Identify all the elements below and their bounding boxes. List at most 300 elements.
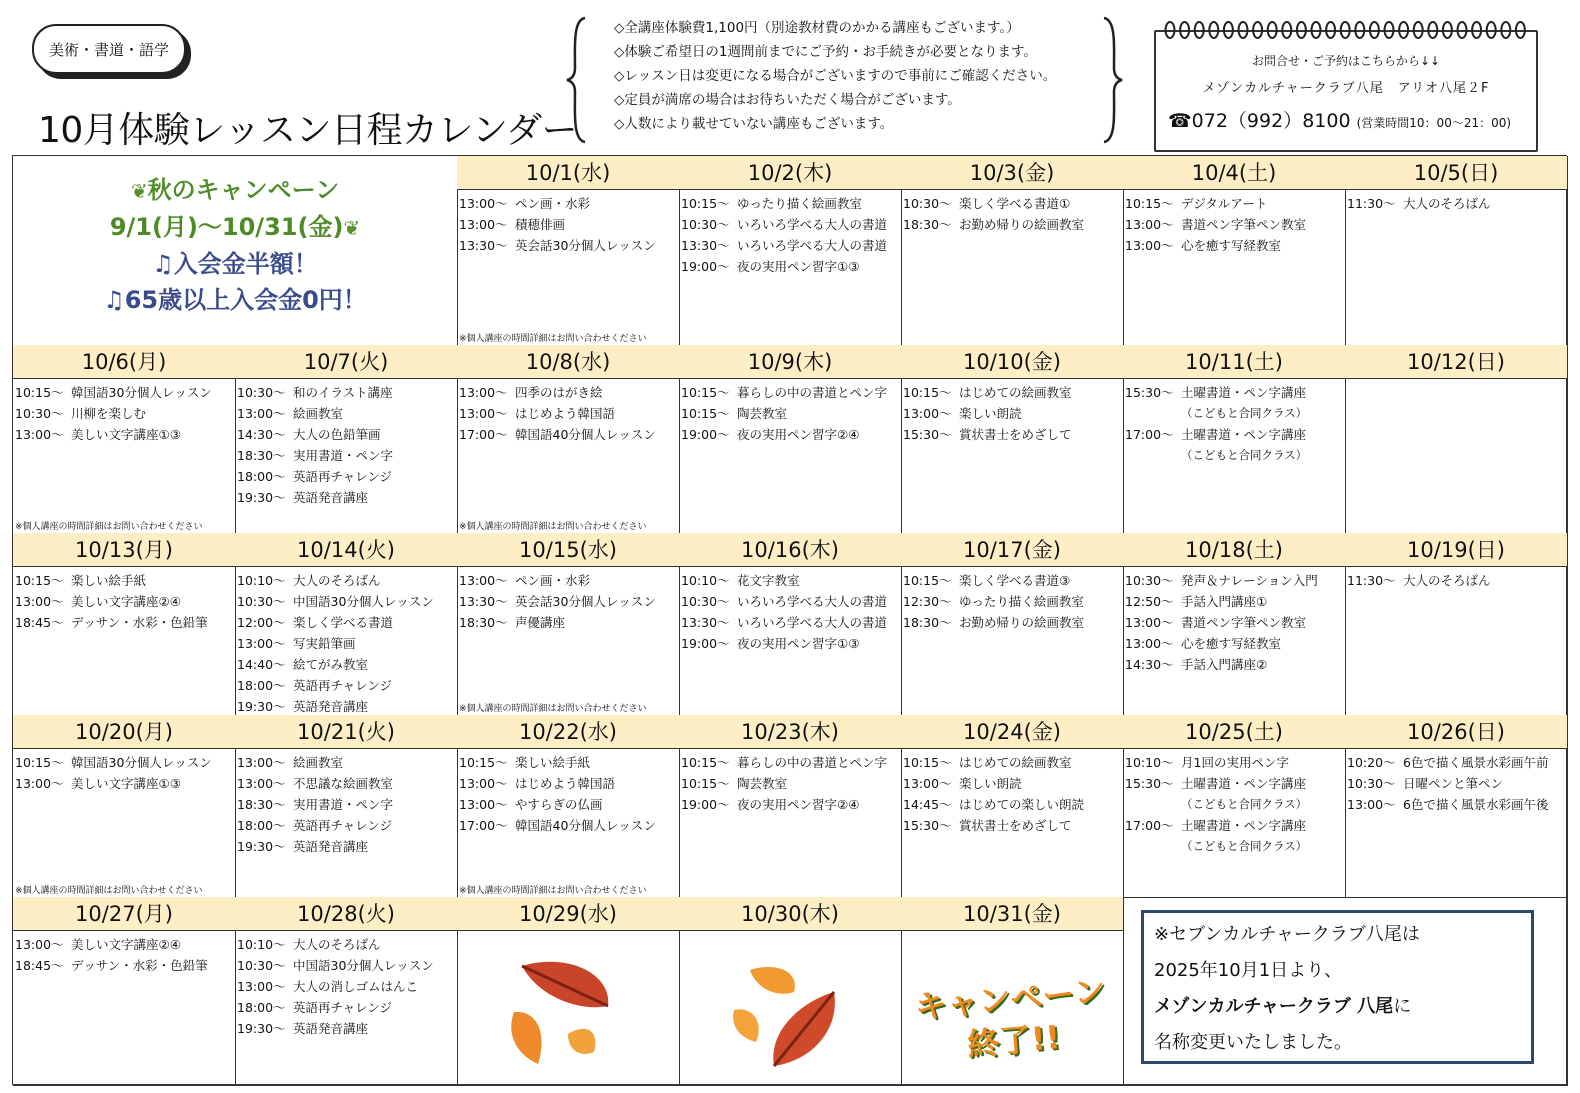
event-item	[235, 934, 457, 955]
event-time: 15:30～	[903, 427, 952, 442]
event-item	[235, 570, 457, 591]
event-item	[1123, 773, 1345, 794]
event-list	[1123, 749, 1345, 857]
event-item	[457, 382, 679, 403]
event-title: （こどもと合同クラス）	[1181, 448, 1308, 462]
contact-box	[1154, 30, 1538, 152]
event-time: 10:15～	[681, 406, 730, 421]
event-time: 18:00～	[237, 678, 286, 693]
day-cell	[1123, 156, 1346, 346]
event-time: 15:30～	[1125, 385, 1174, 400]
event-time: 10:15～	[903, 755, 952, 770]
event-list	[1345, 190, 1567, 214]
event-time: 14:30～	[237, 427, 286, 442]
rename-line: ※セブンカルチャークラブ八尾は	[1154, 924, 1420, 945]
event-list	[13, 931, 235, 976]
event-title: 賞状書士をめざして	[959, 818, 1072, 833]
day-header: 10/3(金)	[901, 156, 1123, 190]
day-cell	[679, 715, 902, 898]
event-time: 13:30～	[459, 238, 508, 253]
event-item	[13, 570, 235, 591]
day-header: 10/10(金)	[901, 345, 1123, 379]
event-list	[235, 749, 457, 857]
event-title: 韓国語30分個人レッスン	[71, 385, 212, 400]
event-time: 18:00～	[237, 469, 286, 484]
event-title: 大人のそろばん	[1403, 573, 1491, 588]
day-cell	[1345, 156, 1568, 346]
event-item	[1123, 214, 1345, 235]
contact-hours: (営業時間10：00～21：00)	[1356, 116, 1512, 130]
day-header: 10/20(月)	[13, 715, 235, 749]
event-item	[235, 633, 457, 654]
event-time: 19:30～	[237, 699, 286, 714]
event-title: 中国語30分個人レッスン	[293, 594, 434, 609]
event-item	[1123, 633, 1345, 654]
day-cell	[13, 715, 236, 898]
event-time: 14:30～	[1125, 657, 1174, 672]
event-item	[1123, 794, 1345, 815]
event-time: 10:30～	[681, 217, 730, 232]
event-title: 花文字教室	[737, 573, 800, 588]
event-title: いろいろ学べる大人の書道	[737, 594, 888, 609]
event-item	[1123, 445, 1345, 466]
event-item	[13, 612, 235, 633]
day-cell	[457, 345, 680, 534]
event-list	[679, 379, 901, 445]
event-time: 14:40～	[237, 657, 286, 672]
event-item	[235, 1018, 457, 1039]
event-time: 13:00～	[903, 776, 952, 791]
event-title: 6色で描く風景水彩画午後	[1403, 797, 1549, 812]
event-title: ペン画・水彩	[515, 196, 591, 211]
day-header: 10/19(日)	[1345, 533, 1567, 567]
event-list	[901, 190, 1123, 235]
event-item	[457, 403, 679, 424]
event-title: 陶芸教室	[737, 776, 788, 791]
event-title: （こどもと合同クラス）	[1181, 797, 1308, 811]
event-title: いろいろ学べる大人の書道	[737, 615, 888, 630]
event-item	[679, 591, 901, 612]
event-item	[457, 591, 679, 612]
event-title: 発声＆ナレーション入門	[1181, 573, 1318, 588]
event-list	[457, 379, 679, 445]
event-title: 韓国語40分個人レッスン	[515, 427, 656, 442]
event-time: 13:00～	[459, 217, 508, 232]
event-time: 17:00～	[1125, 427, 1174, 442]
event-title: 夜の実用ペン習字①③	[737, 636, 860, 651]
event-title: 暮らしの中の書道とペン字	[737, 755, 888, 770]
event-item	[1123, 836, 1345, 857]
event-title: 楽しく学べる書道①	[959, 196, 1071, 211]
note-item: ◇レッスン日は変更になる場合がございますので事前にご確認ください。	[614, 68, 1057, 84]
event-time: 12:00～	[237, 615, 286, 630]
event-time: 18:30～	[237, 448, 286, 463]
event-item	[235, 815, 457, 836]
day-cell	[679, 345, 902, 534]
event-item	[235, 403, 457, 424]
notebook-rings-icon	[1162, 18, 1532, 44]
autumn-leaves-icon	[730, 954, 850, 1074]
event-title: 積穂俳画	[515, 217, 566, 232]
event-list	[679, 931, 901, 934]
event-item	[235, 836, 457, 857]
event-title: 和のイラスト講座	[293, 385, 393, 400]
event-item	[1123, 403, 1345, 424]
day-cell	[679, 156, 902, 346]
day-header: 10/25(土)	[1123, 715, 1345, 749]
event-title: はじめての楽しい朗読	[959, 797, 1085, 812]
event-item	[235, 773, 457, 794]
event-item	[901, 773, 1123, 794]
day-cell	[457, 156, 680, 346]
rename-line: 2025年10月1日より、	[1154, 960, 1343, 981]
event-item	[679, 256, 901, 277]
event-title: ペン画・水彩	[515, 573, 591, 588]
event-list	[1123, 190, 1345, 256]
event-title: 絵画教室	[293, 755, 344, 770]
event-list	[901, 379, 1123, 445]
event-time: 10:30～	[1347, 776, 1396, 791]
event-time: 18:30～	[459, 615, 508, 630]
event-time: 15:30～	[1125, 776, 1174, 791]
event-title: 美しい文字講座①③	[71, 776, 181, 791]
event-title: 書道ペン字筆ペン教室	[1181, 615, 1307, 630]
event-list	[235, 379, 457, 508]
event-title: 夜の実用ペン習字②④	[737, 427, 860, 442]
event-title: 実用書道・ペン字	[293, 448, 394, 463]
event-list	[457, 567, 679, 633]
event-item	[235, 696, 457, 716]
event-time: 15:30～	[903, 818, 952, 833]
contact-address: メゾンカルチャークラブ八尾 アリオ八尾２F	[1202, 81, 1490, 96]
event-title: 英語発音講座	[293, 839, 369, 854]
left-brace-icon	[565, 16, 589, 144]
event-time: 10:15～	[903, 573, 952, 588]
event-time: 13:00～	[459, 196, 508, 211]
event-title: やすらぎの仏画	[515, 797, 603, 812]
event-item	[457, 193, 679, 214]
event-title: 土曜書道・ペン字講座	[1181, 385, 1307, 400]
day-cell	[457, 715, 680, 898]
private-lesson-footnote: ※個人講座の時間詳細はお問い合わせください	[459, 704, 647, 714]
event-item	[1345, 752, 1567, 773]
event-item	[679, 612, 901, 633]
private-lesson-footnote: ※個人講座の時間詳細はお問い合わせください	[15, 522, 203, 532]
event-time: 13:00～	[459, 776, 508, 791]
event-list	[901, 931, 1123, 934]
event-title: 美しい文字講座②④	[71, 594, 181, 609]
event-item	[457, 794, 679, 815]
event-title: 土曜書道・ペン字講座	[1181, 427, 1307, 442]
event-item	[679, 752, 901, 773]
leaf-icon: ❦	[343, 216, 361, 240]
event-item	[235, 654, 457, 675]
event-title: 英会話30分個人レッスン	[515, 594, 656, 609]
event-time: 18:00～	[237, 1000, 286, 1015]
event-item	[679, 794, 901, 815]
event-item	[1123, 193, 1345, 214]
day-header: 10/26(日)	[1345, 715, 1567, 749]
event-item	[13, 773, 235, 794]
event-item	[235, 997, 457, 1018]
event-item	[679, 424, 901, 445]
event-time: 14:45～	[903, 797, 952, 812]
notes-list	[614, 16, 1056, 136]
event-title: はじめての絵画教室	[959, 755, 1072, 770]
event-list	[235, 931, 457, 1039]
day-cell	[13, 897, 236, 1086]
event-item	[457, 752, 679, 773]
event-time: 19:30～	[237, 1021, 286, 1036]
day-header: 10/18(土)	[1123, 533, 1345, 567]
event-time: 13:00～	[15, 937, 64, 952]
event-time: 19:30～	[237, 490, 286, 505]
event-title: 楽しい絵手紙	[71, 573, 147, 588]
event-list	[901, 567, 1123, 633]
event-title: 英語発音講座	[293, 1021, 369, 1036]
event-item	[1123, 654, 1345, 675]
event-item	[235, 612, 457, 633]
event-time: 11:30～	[1347, 573, 1396, 588]
event-title: （こどもと合同クラス）	[1181, 406, 1308, 420]
event-item	[13, 955, 235, 976]
event-time: 19:00～	[681, 427, 730, 442]
event-title: 英語再チャレンジ	[293, 678, 393, 693]
event-item	[13, 934, 235, 955]
event-title: 四季のはがき絵	[515, 385, 603, 400]
day-header: 10/22(水)	[457, 715, 679, 749]
day-header: 10/6(月)	[13, 345, 235, 379]
event-title: 中国語30分個人レッスン	[293, 958, 434, 973]
event-time: 10:15～	[681, 196, 730, 211]
event-title: 不思議な絵画教室	[293, 776, 394, 791]
event-time: 18:30～	[903, 615, 952, 630]
event-item	[13, 752, 235, 773]
event-list	[1123, 379, 1345, 466]
event-item	[1123, 591, 1345, 612]
promo-line: 9/1(月)～10/31(金)❦	[109, 213, 361, 241]
day-header: 10/13(月)	[13, 533, 235, 567]
event-time: 10:30～	[237, 594, 286, 609]
event-title: 楽しい絵手紙	[515, 755, 591, 770]
event-item	[1123, 570, 1345, 591]
day-cell	[901, 897, 1124, 1086]
day-cell	[901, 533, 1124, 716]
event-item	[457, 773, 679, 794]
event-item	[235, 752, 457, 773]
day-header: 10/5(日)	[1345, 156, 1567, 190]
rename-notice	[1141, 910, 1534, 1064]
event-time: 12:30～	[903, 594, 952, 609]
event-item	[235, 466, 457, 487]
event-title: 夜の実用ペン習字①③	[737, 259, 860, 274]
event-item	[235, 955, 457, 976]
event-time: 10:30～	[15, 406, 64, 421]
day-cell	[679, 897, 902, 1086]
event-title: お勤め帰りの絵画教室	[959, 217, 1085, 232]
event-time: 18:00～	[237, 818, 286, 833]
event-list	[457, 749, 679, 836]
day-header: 10/31(金)	[901, 897, 1123, 931]
event-time: 13:00～	[15, 427, 64, 442]
event-time: 18:45～	[15, 958, 64, 973]
event-time: 17:00～	[459, 427, 508, 442]
event-title: 英語再チャレンジ	[293, 818, 393, 833]
event-title: 美しい文字講座②④	[71, 937, 181, 952]
event-item	[679, 193, 901, 214]
event-title: いろいろ学べる大人の書道	[737, 217, 888, 232]
event-title: いろいろ学べる大人の書道	[737, 238, 888, 253]
event-list	[1345, 379, 1567, 382]
event-title: 大人の消しゴムはんこ	[293, 979, 419, 994]
event-time: 13:00～	[237, 776, 286, 791]
event-title: 賞状書士をめざして	[959, 427, 1072, 442]
page-title: 10月体験レッスン日程カレンダー	[38, 110, 578, 151]
day-cell	[13, 533, 236, 716]
day-cell	[1123, 345, 1346, 534]
event-list	[1123, 567, 1345, 675]
event-title: 手話入門講座①	[1181, 594, 1268, 609]
event-item	[1123, 235, 1345, 256]
event-item	[901, 612, 1123, 633]
day-cell	[1123, 715, 1346, 898]
day-header: 10/24(金)	[901, 715, 1123, 749]
event-item	[457, 570, 679, 591]
event-item	[457, 214, 679, 235]
event-title: 英会話30分個人レッスン	[515, 238, 656, 253]
category-badge: 美術・書道・語学	[32, 24, 186, 74]
event-title: 楽しく学べる書道	[293, 615, 394, 630]
event-time: 19:00～	[681, 259, 730, 274]
event-item	[679, 235, 901, 256]
day-cell	[679, 533, 902, 716]
event-title: 実用書道・ペン字	[293, 797, 394, 812]
event-title: 絵てがみ教室	[293, 657, 369, 672]
contact-phone: ☎072（992）8100 (営業時間10：00～21：00)	[1168, 110, 1512, 132]
event-title: 川柳を楽しむ	[71, 406, 147, 421]
event-title: 韓国語30分個人レッスン	[71, 755, 212, 770]
event-list	[13, 567, 235, 633]
event-time: 10:10～	[1125, 755, 1174, 770]
event-time: 12:50～	[1125, 594, 1174, 609]
event-time: 10:30～	[681, 594, 730, 609]
event-title: 陶芸教室	[737, 406, 788, 421]
leaf-icon: ❦	[130, 179, 148, 203]
event-title: 日曜ペンと筆ペン	[1403, 776, 1504, 791]
event-item	[457, 424, 679, 445]
event-list	[457, 190, 679, 256]
day-header: 10/17(金)	[901, 533, 1123, 567]
event-title: 英語発音講座	[293, 699, 369, 714]
day-header: 10/14(火)	[235, 533, 457, 567]
event-item	[679, 633, 901, 654]
event-title: 韓国語40分個人レッスン	[515, 818, 656, 833]
day-header: 10/23(木)	[679, 715, 901, 749]
event-time: 13:30～	[459, 594, 508, 609]
event-time: 10:30～	[237, 385, 286, 400]
day-header: 10/30(木)	[679, 897, 901, 931]
event-item	[235, 382, 457, 403]
rename-line: メゾンカルチャークラブ 八尾に	[1154, 996, 1412, 1017]
note-item: ◇人数により載せていない講座もございます。	[614, 116, 894, 132]
event-title: はじめよう韓国語	[515, 406, 616, 421]
event-item	[901, 214, 1123, 235]
event-time: 18:30～	[237, 797, 286, 812]
day-cell	[235, 533, 458, 716]
day-header: 10/1(水)	[457, 156, 679, 190]
event-time: 10:10～	[681, 573, 730, 588]
event-title: 声優講座	[515, 615, 566, 630]
event-item	[901, 591, 1123, 612]
event-title: 月1回の実用ペン字	[1181, 755, 1289, 770]
event-time: 10:10～	[237, 573, 286, 588]
event-time: 10:30～	[903, 196, 952, 211]
day-header: 10/2(木)	[679, 156, 901, 190]
day-header: 10/29(水)	[457, 897, 679, 931]
event-item	[1345, 570, 1567, 591]
event-list	[235, 567, 457, 716]
campaign-promo	[13, 156, 458, 346]
event-title: 絵画教室	[293, 406, 344, 421]
event-title: 英語発音講座	[293, 490, 369, 505]
event-title: 手話入門講座②	[1181, 657, 1268, 672]
event-time: 13:00～	[459, 406, 508, 421]
day-header: 10/21(火)	[235, 715, 457, 749]
event-title: はじめての絵画教室	[959, 385, 1072, 400]
day-header: 10/8(水)	[457, 345, 679, 379]
event-title: 心を癒す写経教室	[1181, 636, 1282, 651]
day-cell	[457, 533, 680, 716]
event-list	[679, 190, 901, 277]
day-cell	[901, 715, 1124, 898]
private-lesson-footnote: ※個人講座の時間詳細はお問い合わせください	[459, 522, 647, 532]
event-item	[13, 403, 235, 424]
event-time: 18:30～	[903, 217, 952, 232]
event-title: 楽しく学べる書道③	[959, 573, 1071, 588]
event-item	[1123, 752, 1345, 773]
event-item	[1345, 773, 1567, 794]
event-item	[235, 675, 457, 696]
event-title: お勤め帰りの絵画教室	[959, 615, 1085, 630]
event-time: 13:30～	[681, 615, 730, 630]
event-item	[1123, 815, 1345, 836]
event-title: デッサン・水彩・色鉛筆	[71, 615, 208, 630]
event-item	[235, 445, 457, 466]
right-brace-icon	[1100, 16, 1124, 144]
event-time: 13:00～	[15, 776, 64, 791]
event-title: ゆったり描く絵画教室	[737, 196, 862, 211]
note-item: ◇全講座体験費1,100円（別途教材費のかかる講座もございます。）	[614, 20, 1020, 36]
day-cell	[235, 345, 458, 534]
autumn-leaves-icon	[508, 954, 628, 1074]
promo-line: ❦秋のキャンペーン	[130, 176, 340, 204]
day-cell	[13, 345, 236, 534]
note-item: ◇定員が満席の場合はお待ちいただく場合がございます。	[614, 92, 961, 108]
day-header: 10/27(月)	[13, 897, 235, 931]
promo-line: ♫入会金半額！	[152, 250, 318, 278]
event-item	[901, 752, 1123, 773]
event-list	[1345, 749, 1567, 815]
event-time: 13:00～	[903, 406, 952, 421]
event-title: 書道ペン字筆ペン教室	[1181, 217, 1307, 232]
event-time: 10:30～	[1125, 573, 1174, 588]
note-item: ◇体験ご希望日の1週間前までにご予約・お手続きが必要となります。	[614, 44, 1037, 60]
event-time: 17:00～	[1125, 818, 1174, 833]
day-header: 10/11(土)	[1123, 345, 1345, 379]
contact-intro: お問合せ・ご予約はこちらから↓↓	[1251, 54, 1441, 68]
event-item	[901, 403, 1123, 424]
event-item	[235, 794, 457, 815]
